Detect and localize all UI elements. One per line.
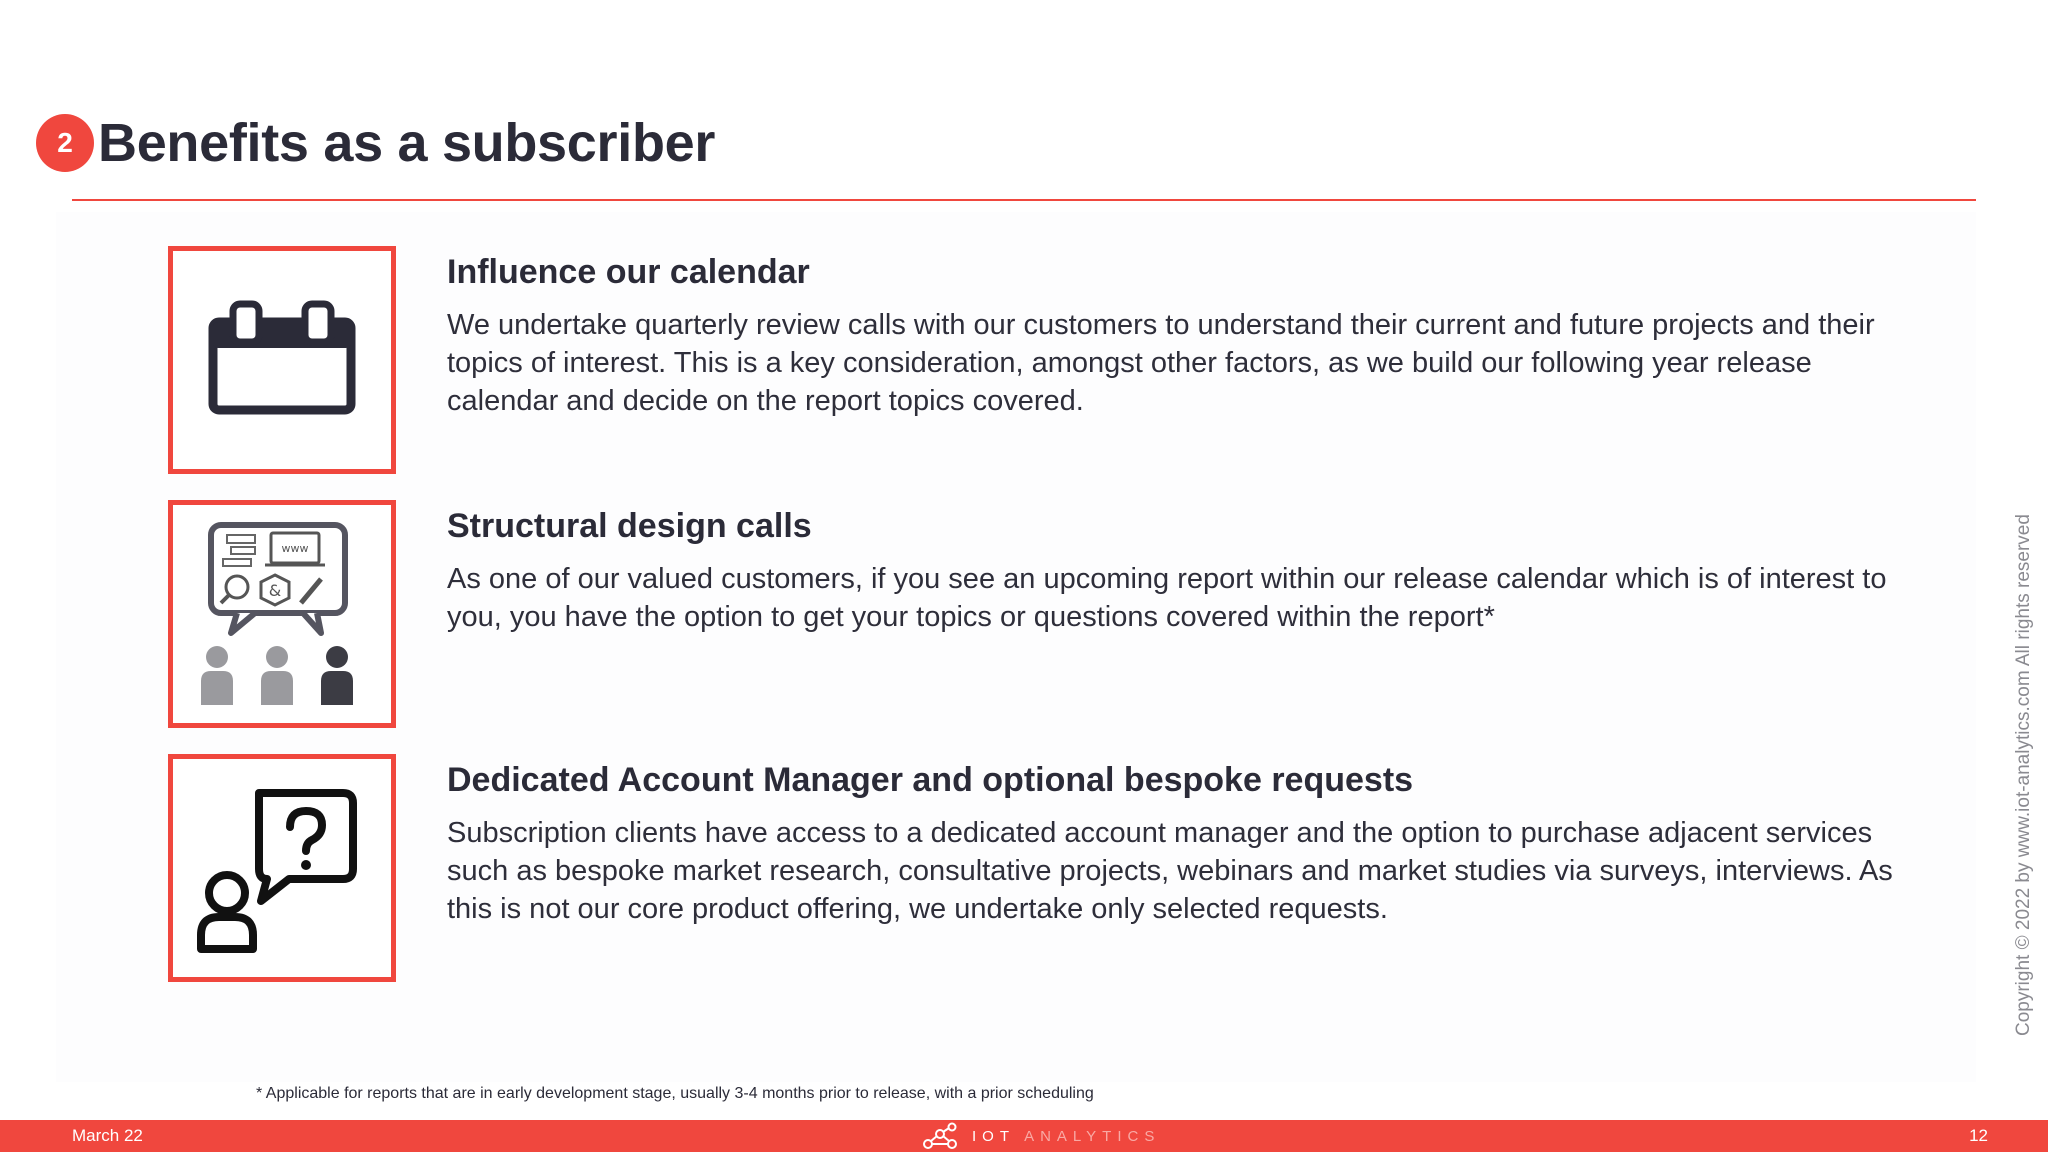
benefit-text: [447, 246, 1947, 420]
calendar-icon: [207, 300, 357, 420]
benefit-icon-box: [168, 246, 396, 474]
benefit-item-account-manager: [168, 754, 1948, 982]
benefit-item-calendar: [168, 246, 1948, 474]
benefit-description: Subscription clients have access to a dedicated account manager and the option to purchase adjacent services such as bespoke market research, consultative projects, webinars and market studies via surveys, interviews. As this is not our core product offering, we undertake only selected requests.: [447, 817, 1893, 925]
account-manager-question-icon: [197, 783, 367, 953]
page-title: Benefits as a subscriber: [98, 113, 716, 173]
logo-text-strong: IOT: [972, 1127, 1015, 1145]
design-discussion-icon: [197, 519, 367, 709]
benefit-icon-box: [168, 500, 396, 728]
footer-logo: [922, 1122, 1160, 1150]
benefit-item-structural-design: [168, 500, 1948, 728]
title-divider: [72, 199, 1976, 201]
title-row: [36, 108, 715, 178]
footer-bar: [0, 1120, 2048, 1152]
benefit-description: We undertake quarterly review calls with our customers to understand their current and future projects and their topics of interest. This is a key consideration, amongst other factors, as we build our following year release calendar and decide on the report topics covered.: [447, 309, 1875, 417]
benefit-title: Influence our calendar: [447, 253, 810, 291]
benefit-text: [447, 754, 1947, 928]
benefit-icon-box: [168, 754, 396, 982]
footer-date: March 22: [72, 1126, 143, 1145]
footer-logo-text: [972, 1128, 1160, 1145]
logo-text-faded: ANALYTICS: [1024, 1127, 1161, 1145]
svg-text:www: www: [281, 542, 309, 555]
benefit-text: [447, 500, 1947, 636]
section-number-badge: 2: [36, 114, 94, 172]
benefit-description: As one of our valued customers, if you see an upcoming report within our release calendar which is of interest to you, you have the option to get your topics or questions covered within the report*: [447, 563, 1887, 633]
copyright-notice: Copyright © 2022 by www.iot-analytics.com All rights reserved: [2013, 514, 2034, 1036]
benefit-title: Dedicated Account Manager and optional bespoke requests: [447, 761, 1414, 799]
benefit-title: Structural design calls: [447, 507, 812, 545]
footnote: * Applicable for reports that are in early development stage, usually 3-4 months prior to release, with a prior scheduling: [256, 1085, 1094, 1102]
page-number: 12: [1969, 1126, 1988, 1145]
iot-analytics-logo-icon: [922, 1122, 962, 1150]
svg-text:&: &: [268, 581, 282, 600]
